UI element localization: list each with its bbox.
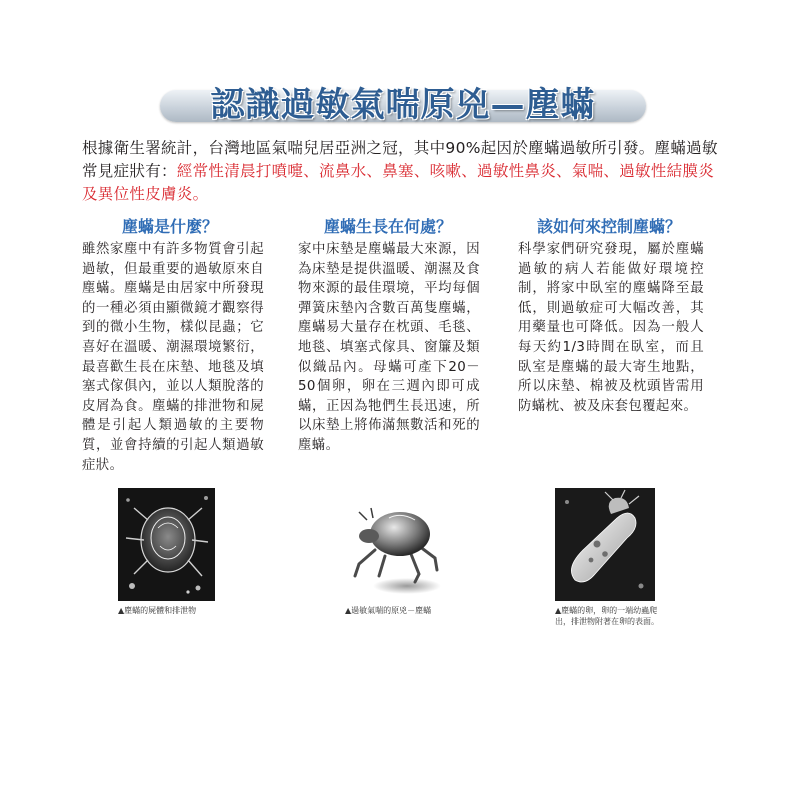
column-body-control: 科學家們研究發現，屬於塵蟎過敏的病人若能做好環境控制，將家中臥室的塵蟎降至最低，則過敏症可大幅改善，其用藥量也可降低。因為一般人每天約1/3時間在臥室，而且臥室是塵蟎的最大寄生地點，所以床墊、棉被及枕頭皆需用防蟎枕、被及床套包覆起來。: [518, 242, 704, 414]
caption-egg: ▲塵蟎的卵，卵的一端幼蟲爬出，排泄物附著在卵的表面。: [555, 606, 659, 626]
column-heading-control: 該如何來控制塵蟎？: [536, 217, 681, 236]
page-title: 認識過敏氣喘原兇—塵蟎: [210, 85, 596, 125]
column-heading-what: 塵蟎是什麼？: [121, 217, 218, 236]
intro-symptoms: 經常性清晨打噴嚏、流鼻水、鼻塞、咳嗽、過敏性鼻炎、氣喘、過敏性結膜炎及異位性皮膚炎。: [82, 162, 715, 203]
caption-mite: ▲過敏氣喘的原兇－塵蟎: [345, 606, 432, 615]
dust-mite-image: [345, 490, 445, 602]
intro-text: 根據衛生署統計，台灣地區氣喘兒居亞洲之冠，其中90%起因於塵蟎過敏所引發。塵蟎過敏常見症狀有：: [82, 139, 718, 180]
intro-paragraph: [82, 137, 726, 206]
mite-egg-image: [555, 488, 655, 601]
column-body-where: 家中床墊是塵蟎最大來源，因為床墊是提供溫暖、潮濕及食物來源的最佳環境，平均每個彈簧床墊內含數百萬隻塵蟎，塵蟎易大量存在枕頭、毛毯、地毯、填塞式傢具、窗簾及類似織品內。母蟎可產下20－50個卵，卵在三週內即可成蟎，正因為牠們生長迅速，所以床墊上將佈滿無數活和死的塵蟎。: [298, 242, 480, 453]
mite-carcass-image: [118, 488, 215, 601]
column-heading-where: 塵蟎生長在何處？: [323, 217, 452, 236]
column-body-what: 雖然家塵中有許多物質會引起過敏，但最重要的過敏原來自塵蟎。塵蟎是由居家中所發現的一種必須由顯微鏡才觀察得到的微小生物，樣似昆蟲；它喜好在溫暖、潮濕環境繁衍，最喜歡生長在床墊、地毯及填塞式傢俱內，並以人類脫落的皮屑為食。塵蟎的排泄物和屍體是引起人類過敏的主要物質，並會持續的引起人類過敏症狀。: [82, 242, 264, 473]
title-banner: [160, 84, 646, 126]
caption-carcass: ▲塵蟎的屍體和排泄物: [118, 606, 197, 615]
